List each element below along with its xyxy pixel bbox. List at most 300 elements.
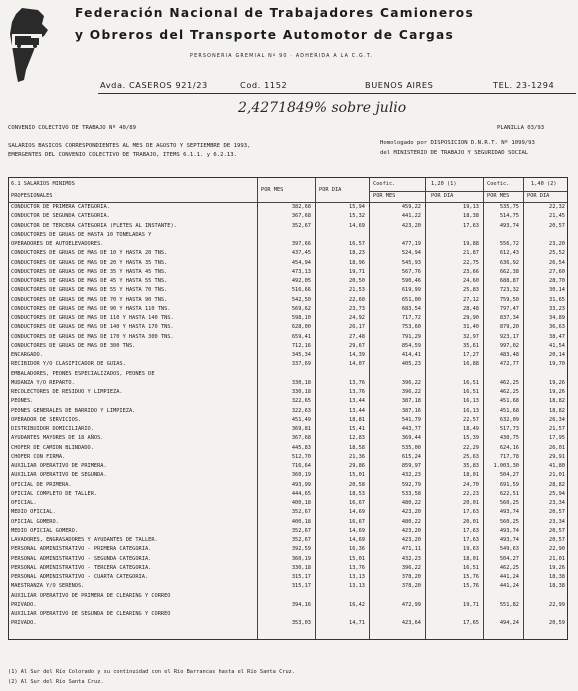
row-value: 17,27 — [463, 352, 479, 358]
row-value: 492,05 — [291, 278, 311, 284]
row-value: 549,63 — [499, 546, 519, 553]
row-value: 17,63 — [463, 222, 479, 229]
row-value: 23,20 — [549, 241, 565, 247]
row-label: CONDUCTORES DE GRUAS DE MAS DE 170 Y HASTA 300 TNS. — [11, 333, 174, 340]
row-value: 20,57 — [549, 537, 565, 543]
row-label: PERSONAL ADMINISTRATIVO - PRIMERA CATEGORIA. — [11, 546, 152, 553]
phone: TEL. 23-1294 — [493, 80, 555, 90]
row-value: 315,17 — [291, 574, 311, 580]
row-value: 353,03 — [291, 620, 311, 627]
row-value: 683,54 — [401, 305, 421, 312]
row-value: 477,19 — [401, 241, 421, 247]
row-value: 32,97 — [463, 333, 479, 340]
row-value: 651,00 — [401, 296, 421, 303]
row-value: 759,50 — [499, 296, 519, 303]
row-value: 396,22 — [401, 379, 421, 386]
row-value: 659,41 — [291, 333, 311, 340]
row-value: 14,39 — [349, 352, 365, 358]
row-value: 493,74 — [499, 509, 519, 516]
row-value: 493,74 — [499, 222, 519, 229]
row-value: 369,44 — [401, 435, 421, 442]
row-label: AUXILIAR OPERATIVO DE SEGUNDA DE CLEARING Y CORREO — [11, 611, 171, 617]
row-value: 20,50 — [349, 278, 365, 284]
row-value: 24,70 — [463, 481, 479, 488]
row-value: 15,01 — [349, 472, 365, 479]
row-value: 16,36 — [349, 546, 365, 553]
personeria-gremial: PERSONERIA GREMIAL Nº 90 · ADHERIDA A LA C.G.T. — [190, 54, 373, 59]
row-value: 712,16 — [291, 342, 311, 349]
row-value: 17,65 — [463, 620, 479, 627]
row-value: 396,22 — [401, 564, 421, 571]
row-value: 16,67 — [349, 518, 365, 525]
row-value: 414,41 — [401, 352, 421, 358]
row-value: 27,12 — [463, 296, 479, 303]
row-value: 533,58 — [401, 490, 421, 497]
row-value: 18,38 — [549, 583, 565, 590]
col-header-profesionales: PROFESIONALES — [11, 193, 53, 199]
row-label: MEDIO OFICIAL GOMERO. — [11, 527, 78, 534]
row-value: 352,67 — [291, 509, 311, 516]
row-value: 352,67 — [291, 537, 311, 543]
row-value: 444,65 — [291, 490, 311, 497]
row-label: OPERADOR DE SERVICIOS. — [11, 416, 82, 423]
row-value: 545,93 — [401, 259, 421, 266]
row-label: MEDIO OFICIAL. — [11, 509, 56, 516]
row-value: 360,19 — [291, 472, 311, 479]
row-label: PEONES. — [11, 398, 34, 405]
row-value: 20,14 — [549, 352, 565, 358]
row-value: 28,70 — [549, 278, 565, 284]
row-value: 14,69 — [349, 537, 365, 543]
row-label: CONDUCTOR DE SEGUNDA CATEGORIA. — [11, 213, 110, 220]
row-value: 18,82 — [549, 398, 565, 405]
org-name-line2: y Obreros del Transporte Automotor de Cargas — [75, 28, 455, 42]
row-value: 12,83 — [349, 435, 365, 442]
row-value: 20,57 — [549, 509, 565, 516]
row-value: 504,27 — [499, 472, 519, 479]
row-value: 451,68 — [499, 407, 519, 414]
row-label: CONDUCTORES DE GRUAS DE MAS DE 300 TNS. — [11, 342, 136, 349]
row-value: 19,13 — [463, 204, 479, 210]
row-value: 367,68 — [291, 435, 311, 442]
row-value: 462,25 — [499, 379, 519, 386]
row-label: CONDUCTORES DE GRUAS DE MAS DE 10 Y HASTA 20 TNS. — [11, 250, 168, 257]
row-value: 28,82 — [549, 481, 565, 488]
row-value: 437,45 — [291, 250, 311, 257]
row-label: MUDANZA Y/O REPARTO. — [11, 379, 75, 386]
row-value: 23,66 — [463, 268, 479, 275]
row-value: 567,76 — [401, 268, 421, 275]
row-value: 14,71 — [349, 620, 365, 627]
row-value: 394,16 — [291, 601, 311, 608]
row-value: 598,10 — [291, 315, 311, 321]
address: Avda. CASEROS 921/23 — [100, 80, 208, 90]
row-value: 369,81 — [291, 426, 311, 432]
row-label: CONDUCTORES DE GRUAS DE MAS DE 70 Y HASTA 90 TNS. — [11, 296, 168, 303]
row-value: 24,92 — [349, 315, 365, 321]
col-header-por-dia: POR DIA — [319, 187, 342, 193]
row-label: RECOLECTORES DE RESIDUO Y LIMPIEZA. — [11, 389, 123, 395]
row-value: 18,01 — [463, 472, 479, 479]
row-value: 17,63 — [463, 509, 479, 516]
row-value: 473,13 — [291, 268, 311, 275]
coef2-por-mes: POR MES — [487, 193, 510, 199]
row-value: 315,17 — [291, 583, 311, 590]
row-value: 716,64 — [291, 463, 311, 469]
convenio-label: CONVENIO COLECTIVO DE TRABAJO Nº 40/89 — [8, 125, 136, 131]
row-value: 514,75 — [499, 213, 519, 220]
row-value: 22,29 — [463, 444, 479, 451]
row-label: CONDUCTORES DE GRUAS DE MAS DE 140 Y HASTA 170 TNS. — [11, 324, 174, 331]
row-value: 34,89 — [549, 315, 565, 321]
row-value: 352,67 — [291, 222, 311, 229]
row-value: 797,47 — [499, 305, 519, 312]
row-value: 21,53 — [349, 287, 365, 294]
homologado-line2: del MINISTERIO DE TRABAJO Y SEGURIDAD SOCIAL — [380, 150, 529, 156]
row-value: 569,62 — [291, 305, 311, 312]
row-value: 451,68 — [499, 398, 519, 405]
row-value: 535,00 — [401, 444, 421, 451]
row-value: 535,75 — [499, 204, 519, 210]
footnote-2: (2) Al Sur del Río Santa Cruz. — [8, 679, 104, 685]
row-value: 16,42 — [349, 601, 365, 608]
row-value: 493,74 — [499, 527, 519, 534]
row-value: 387,16 — [401, 407, 421, 414]
row-value: 26,01 — [549, 444, 565, 451]
row-value: 512,70 — [291, 453, 311, 460]
row-value: 622,51 — [499, 490, 519, 497]
row-value: 330,18 — [291, 564, 311, 571]
row-value: 16,67 — [349, 500, 365, 506]
row-value: 21,01 — [549, 472, 565, 479]
row-label: OFICIAL COMPLETO DE TALLER. — [11, 490, 98, 497]
row-value: 1.003,30 — [493, 463, 519, 469]
header-divider — [98, 93, 576, 94]
row-value: 997,02 — [499, 342, 519, 349]
row-value: 21,45 — [549, 213, 565, 220]
city: BUENOS AIRES — [365, 80, 434, 90]
row-value: 22,57 — [463, 416, 479, 423]
row-value: 612,43 — [499, 250, 519, 257]
row-value: 483,48 — [499, 352, 519, 358]
planilla-label: PLANILLA 03/93 — [497, 125, 545, 131]
row-label: CHOFER DE CAMION BLINDADO. — [11, 444, 94, 451]
row-value: 16,51 — [463, 389, 479, 395]
row-value: 560,25 — [499, 500, 519, 506]
row-value: 551,82 — [499, 601, 519, 608]
row-value: 378,20 — [401, 574, 421, 580]
row-value: 423,20 — [401, 509, 421, 516]
row-value: 472,77 — [499, 361, 519, 368]
coef1-por-dia: POR DIA — [431, 193, 454, 199]
row-value: 13,13 — [349, 574, 365, 580]
row-value: 330,18 — [291, 389, 311, 395]
row-value: 21,87 — [463, 250, 479, 257]
row-value: 462,25 — [499, 389, 519, 395]
row-value: 22,32 — [549, 204, 565, 210]
row-value: 36,63 — [549, 324, 565, 331]
row-value: 360,19 — [291, 555, 311, 562]
row-value: 19,71 — [349, 268, 365, 275]
row-value: 560,25 — [499, 518, 519, 525]
row-value: 21,01 — [549, 555, 565, 562]
row-value: 392,59 — [291, 546, 311, 553]
handwritten-note: 2,4271849% sobre julio — [238, 100, 407, 116]
row-value: 723,32 — [499, 287, 519, 294]
row-value: 15,39 — [463, 435, 479, 442]
row-value: 13,76 — [349, 564, 365, 571]
federation-logo — [4, 6, 52, 84]
row-value: 14,69 — [349, 527, 365, 534]
row-label: EMBALADORES, PEONES ESPECIALIZADOS, PEONES DE — [11, 370, 155, 377]
row-value: 13,76 — [349, 389, 365, 395]
row-value: 837,34 — [499, 315, 519, 321]
row-value: 18,38 — [549, 574, 565, 580]
row-value: 20,01 — [463, 518, 479, 525]
row-value: 854,59 — [401, 342, 421, 349]
row-value: 19,70 — [549, 361, 565, 368]
row-label: OFICIAL DE PRIMERA. — [11, 481, 72, 488]
row-value: 879,20 — [499, 324, 519, 331]
col-divider — [257, 178, 258, 639]
row-value: 378,20 — [401, 583, 421, 590]
row-value: 19,26 — [549, 379, 565, 386]
row-value: 21,57 — [549, 426, 565, 432]
row-value: 18,81 — [349, 416, 365, 423]
row-value: 18,96 — [349, 259, 365, 266]
row-label: CONDUCTORES DE GRUAS DE MAS DE 90 Y HASTA 110 TNS. — [11, 305, 171, 312]
row-value: 17,95 — [549, 435, 565, 442]
row-value: 472,99 — [401, 601, 421, 608]
row-value: 25,52 — [549, 250, 565, 257]
row-value: 923,17 — [499, 333, 519, 340]
row-value: 18,82 — [549, 407, 565, 414]
row-value: 23,34 — [549, 500, 565, 506]
row-value: 16,57 — [349, 241, 365, 247]
row-value: 688,87 — [499, 278, 519, 284]
row-value: 397,66 — [291, 241, 311, 247]
row-value: 400,18 — [291, 500, 311, 506]
row-value: 330,18 — [291, 379, 311, 386]
row-value: 21,36 — [349, 453, 365, 460]
row-value: 35,83 — [463, 463, 479, 469]
row-value: 480,22 — [401, 518, 421, 525]
row-value: 31,65 — [549, 296, 565, 303]
col-divider — [315, 178, 316, 639]
salarios-line2: EMERGENTES DEL CONVENIO COLECTIVO DE TRABAJO, ITEMS 6.1.1. y 6.2.13. — [8, 152, 238, 158]
row-label: CONDUCTORES DE GRUAS DE HASTA 10 TONELADAS Y — [11, 231, 152, 238]
row-value: 18,58 — [349, 444, 365, 451]
row-value: 22,90 — [549, 546, 565, 553]
row-value: 443,77 — [401, 426, 421, 432]
coef2-por-dia: POR DIA — [527, 193, 550, 199]
row-value: 717,72 — [401, 315, 421, 321]
row-value: 504,27 — [499, 555, 519, 562]
row-value: 19,26 — [549, 564, 565, 571]
coef-rule — [369, 191, 567, 192]
row-value: 30,14 — [549, 287, 565, 294]
row-value: 15,76 — [463, 574, 479, 580]
row-label: DISTRIBUIDOR DOMICILIARIO. — [11, 426, 94, 432]
row-value: 20,57 — [549, 527, 565, 534]
row-value: 517,73 — [499, 426, 519, 432]
col-divider — [425, 178, 426, 639]
row-value: 367,68 — [291, 213, 311, 220]
row-value: 322,65 — [291, 398, 311, 405]
row-value: 27,48 — [349, 333, 365, 340]
row-value: 15,32 — [349, 213, 365, 220]
row-value: 16,51 — [463, 379, 479, 386]
row-value: 454,94 — [291, 259, 311, 266]
row-label: AUXILIAR OPERATIVO DE SEGUNDA. — [11, 472, 107, 479]
row-value: 441,22 — [401, 213, 421, 220]
row-value: 445,83 — [291, 444, 311, 451]
row-value: 432,23 — [401, 555, 421, 562]
row-value: 13,76 — [349, 379, 365, 386]
row-value: 18,53 — [349, 490, 365, 497]
coef1-label: Coefic. — [373, 181, 396, 187]
row-value: 18,01 — [463, 555, 479, 562]
row-value: 16,88 — [463, 361, 479, 368]
col-divider — [483, 178, 484, 639]
row-value: 432,23 — [401, 472, 421, 479]
row-value: 22,60 — [349, 296, 365, 303]
row-value: 26,54 — [549, 259, 565, 266]
row-value: 352,67 — [291, 527, 311, 534]
row-value: 33,23 — [549, 305, 565, 312]
row-label: RECIBIDOR Y/O CLASIFICADOR DE GUIAS. — [11, 361, 126, 368]
row-value: 542,50 — [291, 296, 311, 303]
row-value: 615,24 — [401, 453, 421, 460]
row-value: 423,20 — [401, 527, 421, 534]
header-rule — [9, 202, 567, 203]
salarios-line1: SALARIOS BASICOS CORRESPONDIENTES AL MES DE AGOSTO Y SEPTIEMBRE DE 1993, — [8, 143, 251, 149]
row-value: 14,69 — [349, 509, 365, 516]
row-value: 322,63 — [291, 407, 311, 414]
row-label: ENCARGADO. — [11, 352, 43, 358]
row-value: 41,54 — [549, 342, 565, 349]
row-value: 493,99 — [291, 481, 311, 488]
row-label: PEONES GENERALES DE BARRIDO Y LIMPIEZA. — [11, 407, 136, 414]
row-value: 15,01 — [349, 555, 365, 562]
row-value: 387,18 — [401, 398, 421, 405]
homologado-line1: Homologado por DISPOSICION D.N.R.T. Nº 1099/93 — [380, 140, 535, 146]
row-value: 29,91 — [549, 453, 565, 460]
row-value: 691,59 — [499, 481, 519, 488]
row-label: CONDUCTORES DE GRUAS DE MAS DE 55 Y HASTA 70 TNS. — [11, 287, 168, 294]
row-value: 29,86 — [349, 463, 365, 469]
row-value: 632,09 — [499, 416, 519, 423]
row-value: 462,25 — [499, 564, 519, 571]
row-value: 791,29 — [401, 333, 421, 340]
row-value: 17,63 — [463, 527, 479, 534]
row-value: 494,24 — [499, 620, 519, 627]
footnote-1: (1) Al Sur del Río Colorado y su continuidad con el Río Barrancas hasta el Río Santa Cruz. — [8, 669, 296, 675]
row-value: 22,75 — [463, 259, 479, 266]
row-label: PRIVADO. — [11, 601, 37, 608]
row-value: 15,76 — [463, 583, 479, 590]
row-value: 337,69 — [291, 361, 311, 368]
row-label: PERSONAL ADMINISTRATIVO - TERCERA CATEGORIA. — [11, 564, 152, 571]
row-value: 400,18 — [291, 518, 311, 525]
col-divider — [523, 178, 524, 639]
row-value: 31,40 — [463, 324, 479, 331]
col-header-por-mes: POR MES — [261, 187, 284, 193]
row-value: 26,17 — [349, 324, 365, 331]
row-value: 16,13 — [463, 398, 479, 405]
row-value: 28,48 — [463, 305, 479, 312]
row-value: 22,99 — [549, 601, 565, 608]
row-value: 405,23 — [401, 361, 421, 368]
row-value: 636,92 — [499, 259, 519, 266]
row-label: PERSONAL ADMINISTRATIVO - CUARTA CATEGORIA. — [11, 574, 149, 580]
row-value: 23,34 — [549, 518, 565, 525]
row-label: CONDUCTORES DE GRUAS DE MAS DE 20 Y HASTA 35 TNS. — [11, 259, 168, 266]
row-value: 541,79 — [401, 416, 421, 423]
row-value: 38,47 — [549, 333, 565, 340]
row-value: 619,99 — [401, 287, 421, 294]
row-value: 396,22 — [401, 389, 421, 395]
row-label: OFICIAL GOMERO. — [11, 518, 59, 525]
row-value: 27,60 — [549, 268, 565, 275]
row-value: 18,38 — [463, 213, 479, 220]
row-value: 859,97 — [401, 463, 421, 469]
row-label: AUXILIAR OPERATIVO DE PRIMERA DE CLEARING Y CORREO — [11, 592, 171, 599]
row-value: 423,20 — [401, 537, 421, 543]
row-value: 441,24 — [499, 574, 519, 580]
row-value: 592,79 — [401, 481, 421, 488]
row-value: 41,80 — [549, 463, 565, 469]
row-value: 19,88 — [463, 241, 479, 247]
coef1-value: 1,20 (1) — [431, 181, 457, 187]
row-value: 13,44 — [349, 407, 365, 414]
row-value: 18,49 — [463, 426, 479, 432]
row-value: 16,51 — [463, 564, 479, 571]
row-value: 14,69 — [349, 222, 365, 229]
row-label: AUXILIAR OPERATIVO DE PRIMERA. — [11, 463, 107, 469]
row-value: 14,07 — [349, 361, 365, 368]
row-value: 524,94 — [401, 250, 421, 257]
row-label: CONDUCTOR DE TERCERA CATEGORIA (FLETES AL INSTANTE). — [11, 222, 177, 229]
row-label: PERSONAL ADMINISTRATIVO - SEGUNDA CATEGORIA. — [11, 555, 152, 562]
row-value: 382,68 — [291, 204, 311, 210]
row-label: PRIVADO. — [11, 620, 37, 627]
row-value: 29,67 — [349, 342, 365, 349]
row-value: 20,59 — [549, 620, 565, 627]
row-label: CHOFER CON FIRMA. — [11, 453, 66, 460]
row-value: 480,22 — [401, 500, 421, 506]
row-value: 19,63 — [463, 546, 479, 553]
coef1-por-mes: POR MES — [373, 193, 396, 199]
row-label: MAESTRANZA Y/O SERENOS. — [11, 583, 85, 590]
row-value: 35,61 — [463, 342, 479, 349]
row-value: 18,23 — [349, 250, 365, 257]
row-value: 556,72 — [499, 241, 519, 247]
row-label: CONDUCTOR DE PRIMERA CATEGORIA. — [11, 204, 110, 210]
row-value: 19,71 — [463, 601, 479, 608]
row-value: 20,01 — [463, 500, 479, 506]
row-value: 25,94 — [549, 490, 565, 497]
row-value: 24,60 — [463, 278, 479, 284]
row-value: 13,44 — [349, 398, 365, 405]
row-value: 345,34 — [291, 352, 311, 358]
row-value: 16,13 — [463, 407, 479, 414]
row-value: 423,64 — [401, 620, 421, 627]
row-value: 628,00 — [291, 324, 311, 331]
row-value: 423,20 — [401, 222, 421, 229]
row-value: 25,83 — [463, 287, 479, 294]
row-value: 441,24 — [499, 583, 519, 590]
